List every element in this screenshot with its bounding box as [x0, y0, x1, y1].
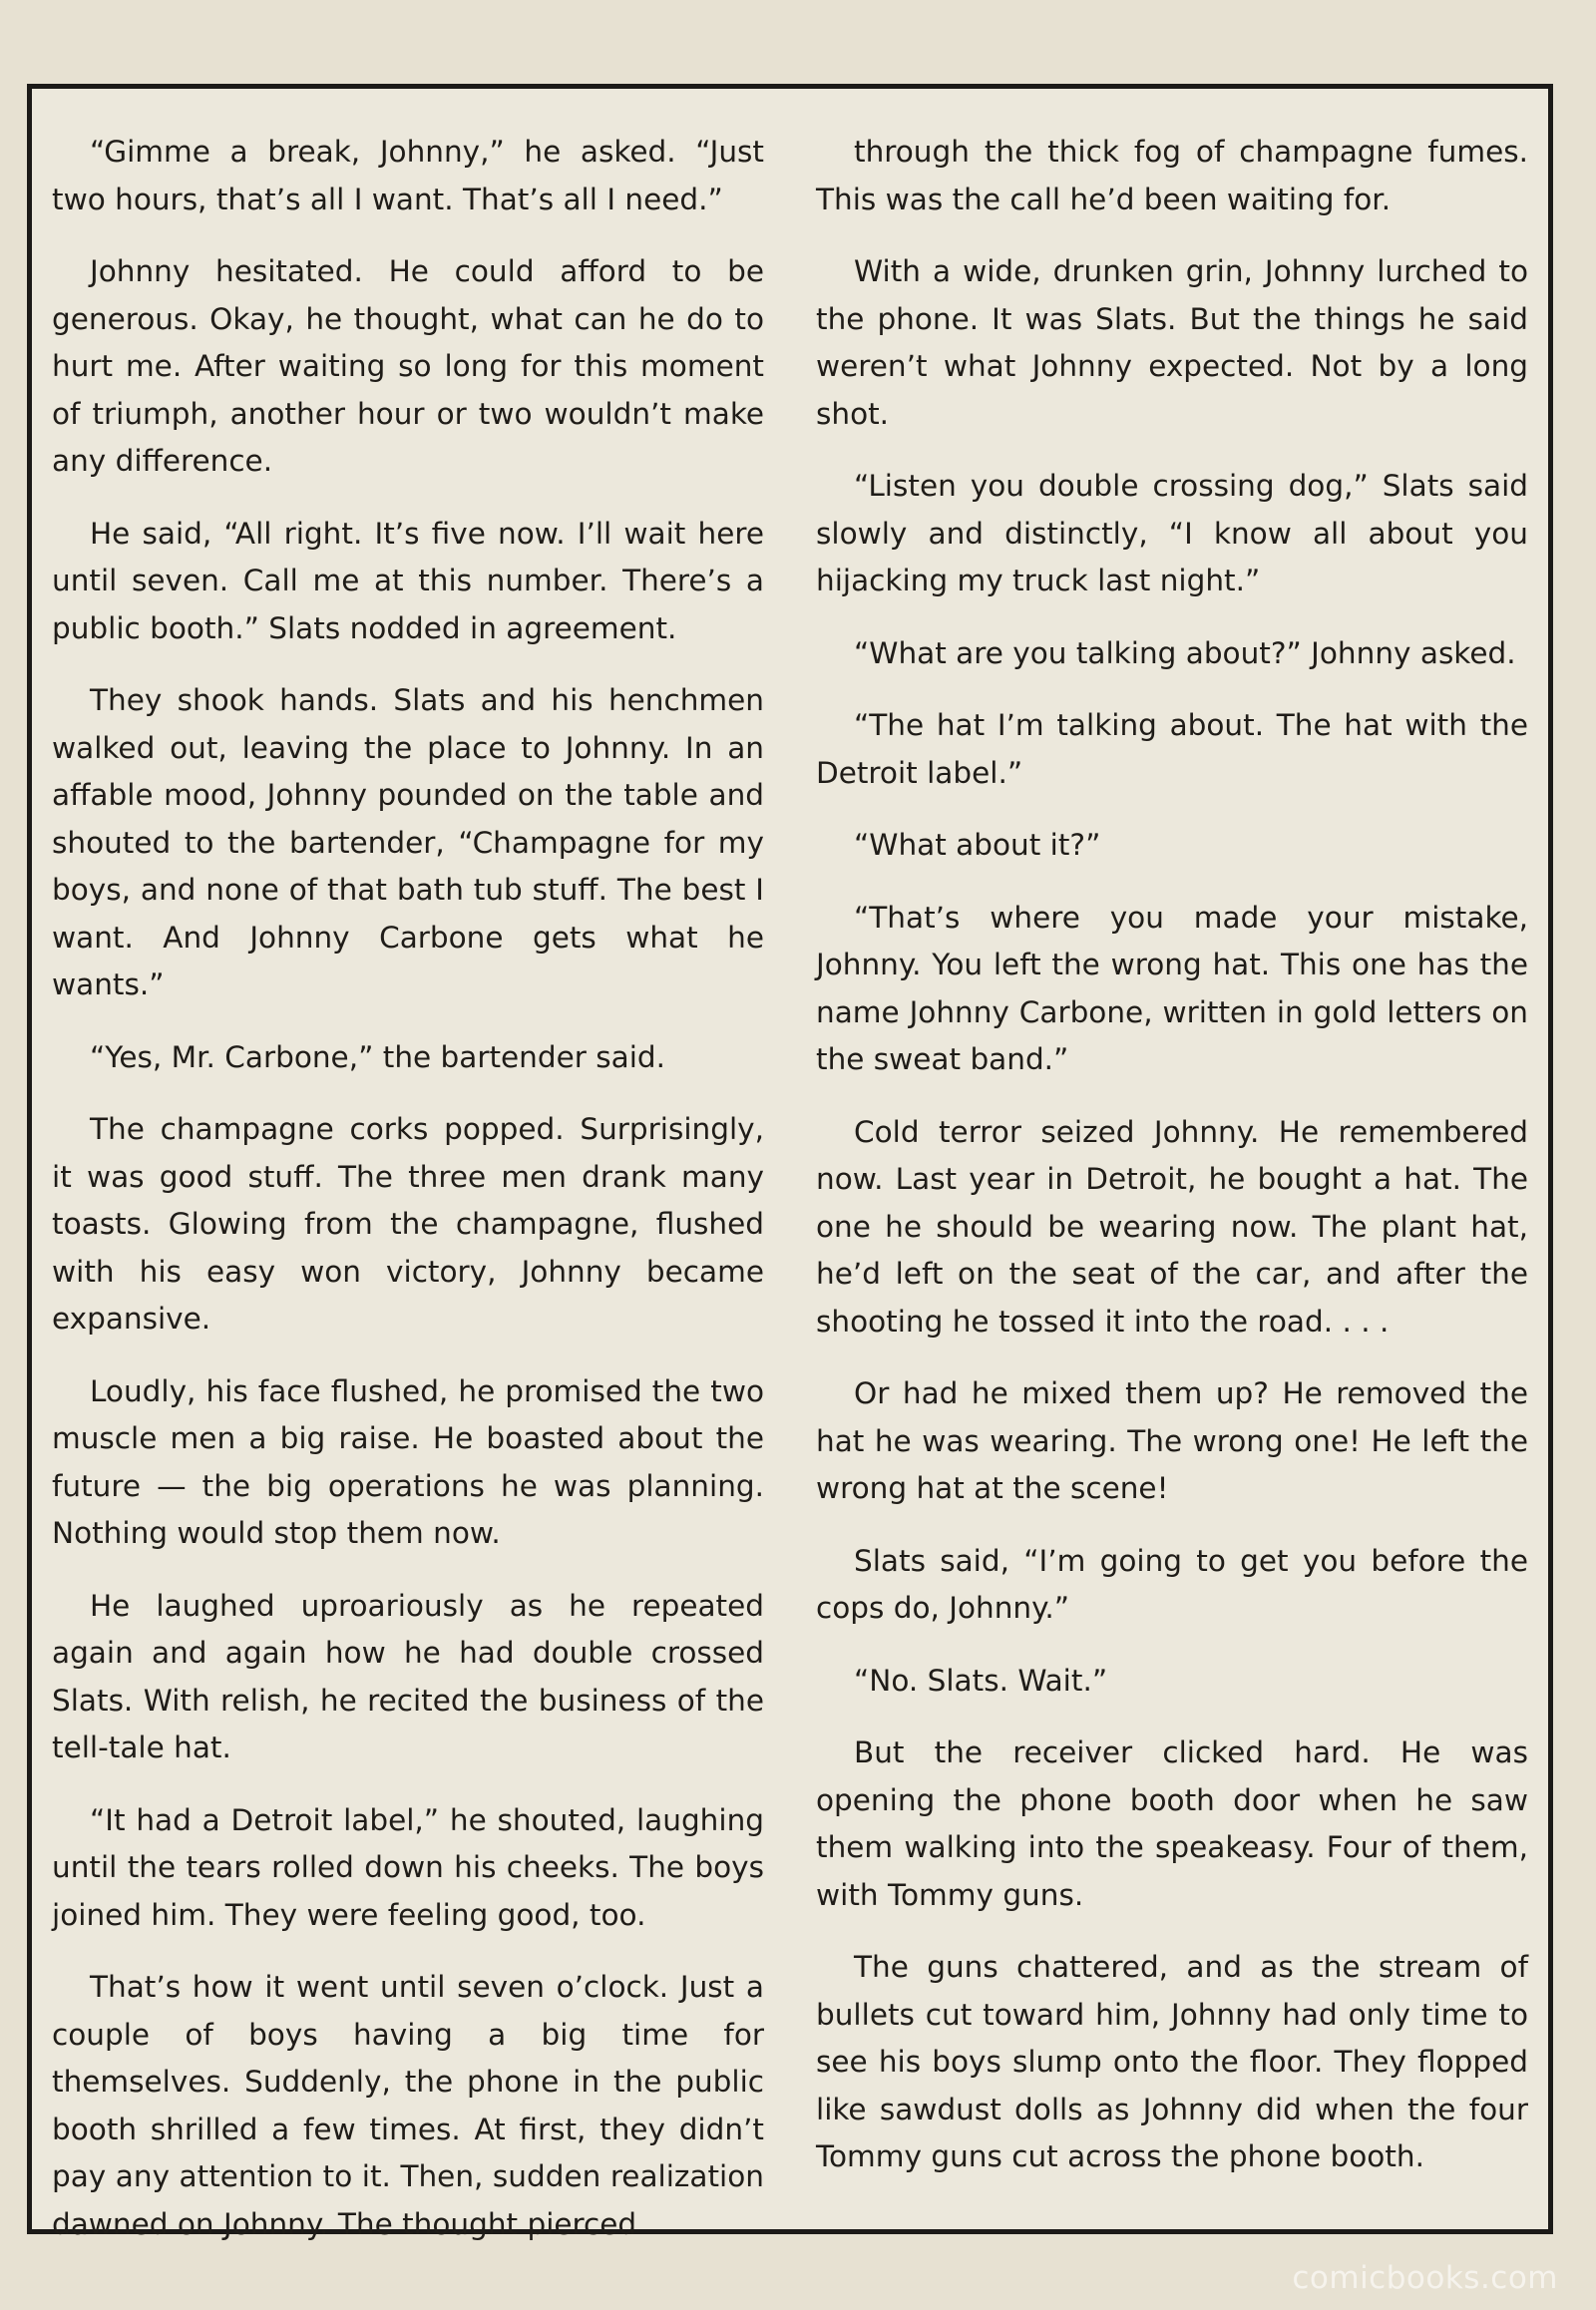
paragraph: But the receiver clicked hard. He was opening the phone booth door when he saw them walking into the speakeasy. Four of them, with Tommy guns.	[816, 1735, 1528, 1912]
paragraph: Or had he mixed them up? He removed the hat he was wearing. The wrong one! He left the wrong hat at the scene!	[816, 1376, 1528, 1505]
paragraph: The guns chattered, and as the stream of bullets cut toward him, Johnny had only time to see his boys slump onto the floor. They flopped like sawdust dolls as Johnny did when the four Tommy guns cut across the phone booth.	[816, 1950, 1528, 2173]
paragraph: “Yes, Mr. Carbone,” the bartender said.	[90, 1039, 666, 1074]
paragraph: through the thick fog of champagne fumes. This was the call he’d been waiting for.	[816, 135, 1528, 216]
watermark: comicbooks.com	[1292, 2260, 1558, 2296]
paragraph: The champagne corks popped. Surprisingly, it was good stuff. The three men drank many toasts. Glowing from the champagne, flushed with his easy won victory, Johnny became expansive.	[52, 1112, 764, 1336]
page-frame	[27, 84, 1553, 2241]
paragraph: “It had a Detroit label,” he shouted, laughing until the tears rolled down his cheeks. The boys joined him. They were feeling good, too.	[52, 1802, 764, 1932]
paragraph: They shook hands. Slats and his henchmen walked out, leaving the place to Johnny. In an affable mood, Johnny pounded on the table and shouted to the bartender, “Champagne for my boys, and none of that bath tub stuff. The best I want. And Johnny Carbone gets what he wants.”	[52, 683, 764, 1001]
paragraph: “Gimme a break, Johnny,” he asked. “Just two hours, that’s all I want. That’s all I need.”	[52, 135, 764, 216]
paragraph: “What about it?”	[854, 828, 1101, 862]
paragraph: Loudly, his face flushed, he promised the two muscle men a big raise. He boasted about the future — the big operations he was planning. Nothing would stop them now.	[52, 1373, 764, 1550]
paragraph: With a wide, drunken grin, Johnny lurched to the phone. It was Slats. But the things he said weren’t what Johnny expected. Not by a long shot.	[816, 254, 1528, 431]
paragraph: “What are you talking about?” Johnny asked.	[854, 635, 1516, 670]
text-columns	[52, 129, 1528, 2241]
paragraph: Cold terror seized Johnny. He remembered now. Last year in Detroit, he bought a hat. The one he should be wearing now. The plant hat, he’d left on the seat of the car, and after the shooting he tossed it into the road. . . .	[816, 1114, 1528, 1339]
paragraph: “Listen you double crossing dog,” Slats said slowly and distinctly, “I know all about you hijacking my truck last night.”	[816, 469, 1528, 597]
paragraph: He laughed uproariously as he repeated again and again how he had double crossed Slats. With relish, he recited the business of the tell-tale hat.	[52, 1588, 764, 1764]
paragraph: “That’s where you made your mistake, Johnny. You left the wrong hat. This one has the name Johnny Carbone, written in gold letters on the sweat band.”	[816, 900, 1528, 1076]
paragraph: “The hat I’m talking about. The hat with the Detroit label.”	[816, 708, 1528, 790]
paragraph: That’s how it went until seven o’clock. Just a couple of boys having a big time for themselves. Suddenly, the phone in the public booth shrilled a few times. At first, they didn’t pay any attention to it. Then, sudden realization dawned on Johnny. The thought pierced	[52, 1970, 764, 2241]
right-column	[816, 129, 1528, 2199]
paragraph: Johnny hesitated. He could afford to be generous. Okay, he thought, what can he do to hurt me. After waiting so long for this moment of triumph, another hour or two wouldn’t make any difference.	[52, 254, 764, 478]
paragraph: Slats said, “I’m going to get you before the cops do, Johnny.”	[816, 1543, 1528, 1625]
left-column	[52, 129, 764, 2241]
paragraph: “No. Slats. Wait.”	[854, 1663, 1108, 1698]
paragraph: He said, “All right. It’s five now. I’ll wait here until seven. Call me at this number. There’s a public booth.” Slats nodded in agreement.	[52, 516, 764, 645]
